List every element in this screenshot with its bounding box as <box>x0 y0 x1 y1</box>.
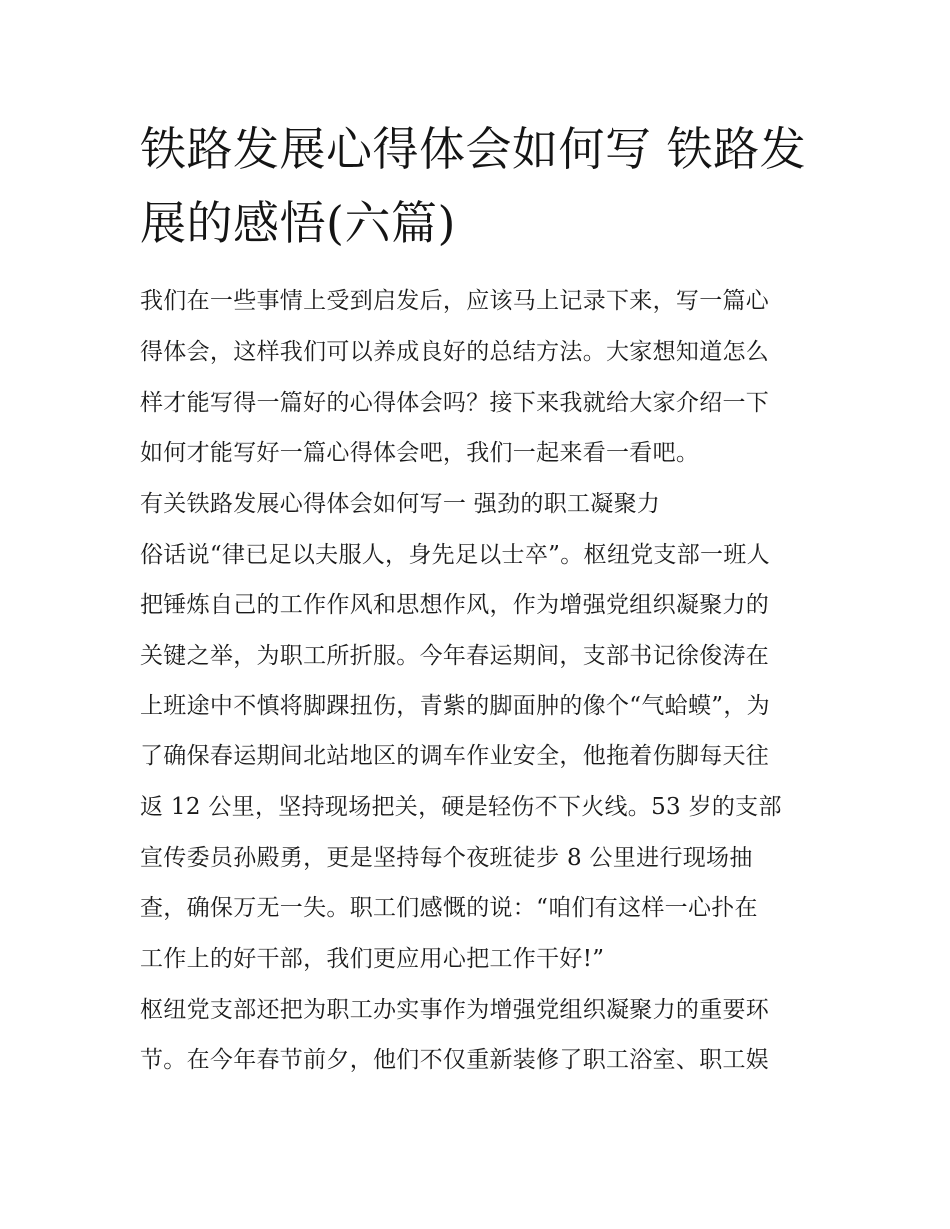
body-line-5: 了确保春运期间北站地区的调车作业安全，他拖着伤脚每天往 <box>140 743 770 769</box>
body-line-6: 返 12 公里，坚持现场把关，硬是轻伤不下火线。53 岁的支部 <box>140 794 782 820</box>
document-title: 铁路发展心得体会如何写 铁路发展的感悟(六篇) <box>140 122 807 250</box>
intro-line-2: 得体会，这样我们可以养成良好的总结方法。大家想知道怎么 <box>140 339 770 365</box>
body-line-4: 上班途中不慎将脚踝扭伤，青紫的脚面肿的像个“气蛤蟆”，为 <box>140 693 770 719</box>
body-line-3: 关键之举，为职工所折服。今年春运期间，支部书记徐俊涛在 <box>140 643 770 669</box>
intro-line-3: 样才能写得一篇好的心得体会吗？接下来我就给大家介绍一下 <box>140 390 770 416</box>
intro-line-4: 如何才能写好一篇心得体会吧，我们一起来看一看吧。 <box>140 440 700 466</box>
body-line-9: 工作上的好干部，我们更应用心把工作干好!” <box>140 946 605 972</box>
body-line-2: 把锤炼自己的工作作风和思想作风，作为增强党组织凝聚力的 <box>140 592 770 618</box>
body-line-11: 节。在今年春节前夕，他们不仅重新装修了职工浴室、职工娱 <box>140 1047 770 1073</box>
body-line-7: 宣传委员孙殿勇，更是坚持每个夜班徒步 8 公里进行现场抽 <box>140 845 753 871</box>
section-heading: 有关铁路发展心得体会如何写一 强劲的职工凝聚力 <box>140 491 661 517</box>
body-line-8: 查，确保万无一失。职工们感慨的说：“咱们有这样一心扑在 <box>140 895 758 921</box>
body-line-10: 枢纽党支部还把为职工办实事作为增强党组织凝聚力的重要环 <box>140 997 770 1023</box>
body-line-1: 俗话说“律已足以夫服人，身先足以士卒”。枢纽党支部一班人 <box>140 542 770 568</box>
intro-line-1: 我们在一些事情上受到启发后，应该马上记录下来，写一篇心 <box>140 288 770 314</box>
